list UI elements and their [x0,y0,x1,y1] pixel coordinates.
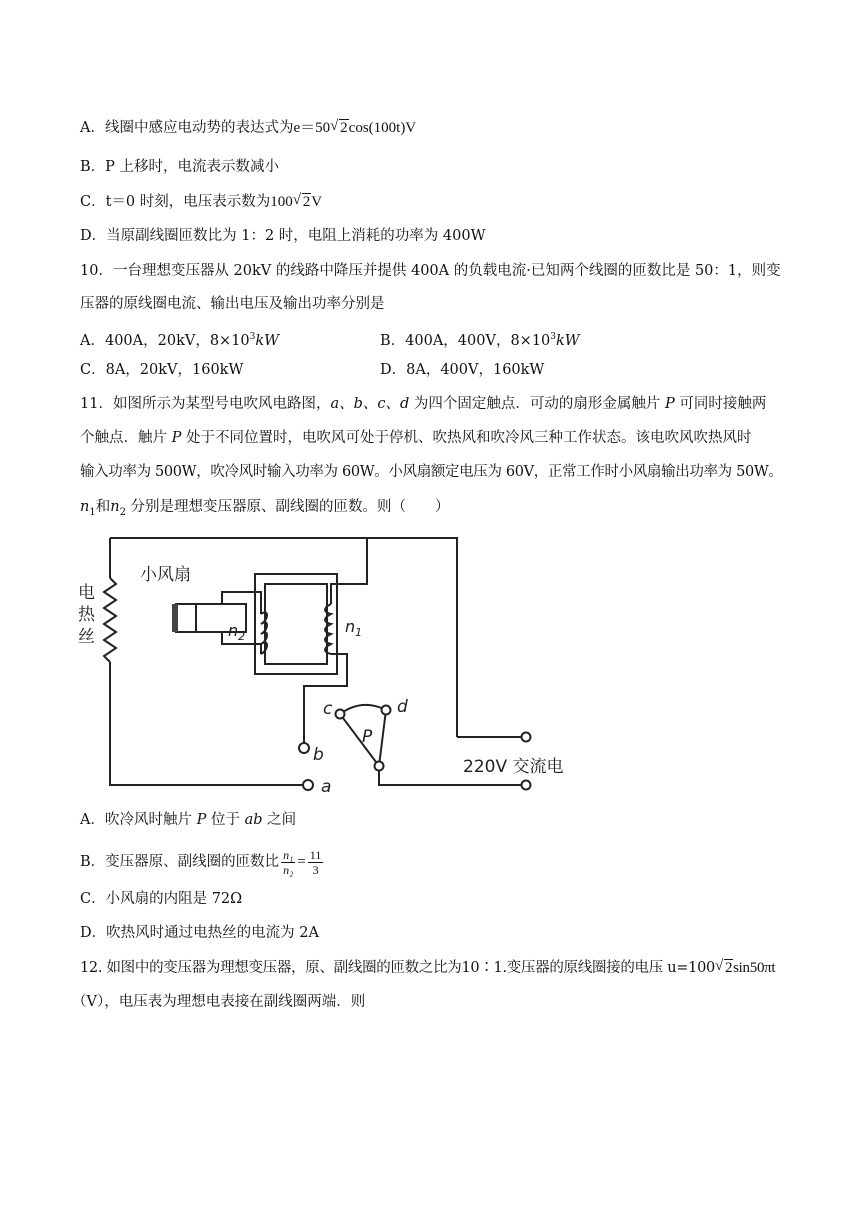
q11-option-a-p: P [196,812,207,828]
source-label: 220V 交流电 [463,757,564,777]
n1-subscript: 1 [89,506,96,518]
q11-stem-p: P [665,396,675,412]
fraction-denominator: n₂ [283,862,294,877]
q10-stem-line1: 10．一台理想变压器从 20kV 的线路中降压并提供 400A 的负载电流·已知两个线圈的匝数比是 50：1，则变 [80,263,781,279]
n1-symbol: n [80,499,90,515]
equals-sign: = [297,854,306,870]
primary-wire-bottom [304,654,347,742]
n2-symbol: n [110,499,120,515]
fraction-numerator: 11 [309,847,322,862]
q11-stem-text: 处于不同位置时，电吹风可处于停机、吹热风和吹冷风三种工作状态。该电吹风吹热风时 [181,430,752,446]
label-p: P [362,727,373,747]
q10-option-b [380,327,580,351]
label-c: c [323,699,333,719]
sqrt-radicand: 2 [302,194,311,210]
fan-motor-mount [176,604,196,632]
q12-stem-text: 12. 如图中的变压器为理想变压器，原、副线圈的匝数之比为10∶1.变压器的原线圈接的电压 u=100 [80,960,715,976]
q9-option-b: B．P 上移时，电流表示数减小 [80,159,280,175]
n1-letter: n [345,617,356,636]
left-wire-lower [110,662,302,785]
sqrt-radicand: 2 [340,120,348,136]
q11-option-a-text: 之间 [262,812,297,828]
n2-sub: 2 [238,630,246,643]
terminal-a [303,780,313,790]
q9-option-a-math-post: cos(100t)V [348,120,417,136]
q11-stem-text: 为四个固定触点．可动的扇形金属触片 [409,396,666,412]
q10-option-b-unit: kW [556,332,580,349]
q11-option-b-text: B．变压器原、副线圈的匝数比 [80,854,280,870]
q11-stem-text: 分别是理想变压器原、副线圈的匝数。则（ ） [125,499,450,515]
q11-option-d: D．吹热风时通过电热丝的电流为 2A [80,925,319,941]
q9-option-c-text: C．t＝0 时刻，电压表示数为 [80,194,271,210]
label-d: d [397,697,408,717]
q10-option-a [80,333,279,349]
n1-label [345,617,362,639]
q11-option-a-text: A．吹冷风时触片 [80,812,197,828]
q10-options-row2 [80,360,545,380]
fraction-numerator: n₁ [283,847,294,862]
terminal-d [382,706,391,715]
q10-option-a-unit: kW [255,332,280,349]
fan-label: 小风扇 [140,565,191,585]
q10-option-a-sup: 3 [249,332,256,342]
q10-stem-line2: 压器的原线圈电流、输出电压及输出功率分别是 [80,296,385,312]
fan-motor [196,604,246,632]
q9-option-a-math: e＝50 [293,120,331,136]
q12-stem-math: sin50πt [733,960,776,976]
n1-sub: 1 [355,626,363,639]
fan-blade-icon [172,604,178,632]
ratio-value-fraction [308,848,324,877]
turns-ratio-fraction [281,848,295,877]
transformer-core-inner [265,584,327,664]
q10-option-d: D．8A，400V，160kW [380,362,545,378]
label-b: b [313,745,324,765]
heater-label-3: 丝 [78,627,95,647]
q11-stem-text: 和 [95,499,111,515]
heater-resistor [104,578,116,662]
p-pivot [375,762,384,771]
q10-option-b-sup: 3 [550,332,557,342]
heater-label-1: 电 [78,583,95,603]
q11-stem-text: 可同时接触两 [674,396,767,412]
q9-option-a-text: A．线圈中感应电动势的表达式为 [80,120,294,136]
source-terminal-top [522,733,531,742]
q9-option-c-math-post: V [311,194,323,210]
q10-option-b-text: B．400A，400V，8×10 [380,332,551,349]
q11-stem-p: P [171,430,182,446]
terminal-b [299,743,309,753]
q12-stem-line2: （V），电压表为理想电表接在副线圈两端．则 [72,994,366,1010]
q11-stem-line1 [80,394,766,414]
q11-option-b [80,844,325,880]
q9-option-d: D．当原副线圈匝数比为 1：2 时，电阻上消耗的功率为 400W [80,228,486,244]
q12-stem-line1 [80,958,775,978]
hair-dryer-circuit-diagram [70,528,610,800]
q10-option-c: C．8A，20kV，160kW [80,362,244,378]
q11-stem-line2 [80,428,751,448]
q11-option-c: C．小风扇的内阻是 72Ω [80,891,243,907]
q11-option-a-text: 位于 [206,812,245,828]
source-terminal-bottom [522,781,531,790]
label-a: a [321,777,332,797]
q11-stem-text: 个触点．触片 [80,430,172,446]
terminal-c [336,710,345,719]
fraction-denominator: 3 [312,862,319,877]
n2-label [228,621,245,643]
heater-label-2: 热 [78,605,95,625]
q11-stem-points: a、b、c、d [330,396,410,412]
q9-option-c [80,192,322,212]
q11-option-a [80,810,296,830]
n2-letter: n [228,621,239,640]
sqrt-radicand: 2 [724,960,733,976]
q9-option-c-math: 100 [270,194,293,210]
q11-stem-line3: 输入功率为 500W，吹冷风时输入功率为 60W。小风扇额定电压为 60V，正常工作时小风扇输出功率为 50W。 [80,464,783,480]
q11-stem-line4 [80,497,450,523]
q11-stem-text: 11．如图所示为某型号电吹风电路图， [80,396,331,412]
q11-option-a-ab: ab [244,812,263,828]
q9-option-a [80,118,416,138]
n2-subscript: 2 [119,506,126,518]
q10-option-a-text: A．400A，20kV，8×10 [80,332,250,349]
